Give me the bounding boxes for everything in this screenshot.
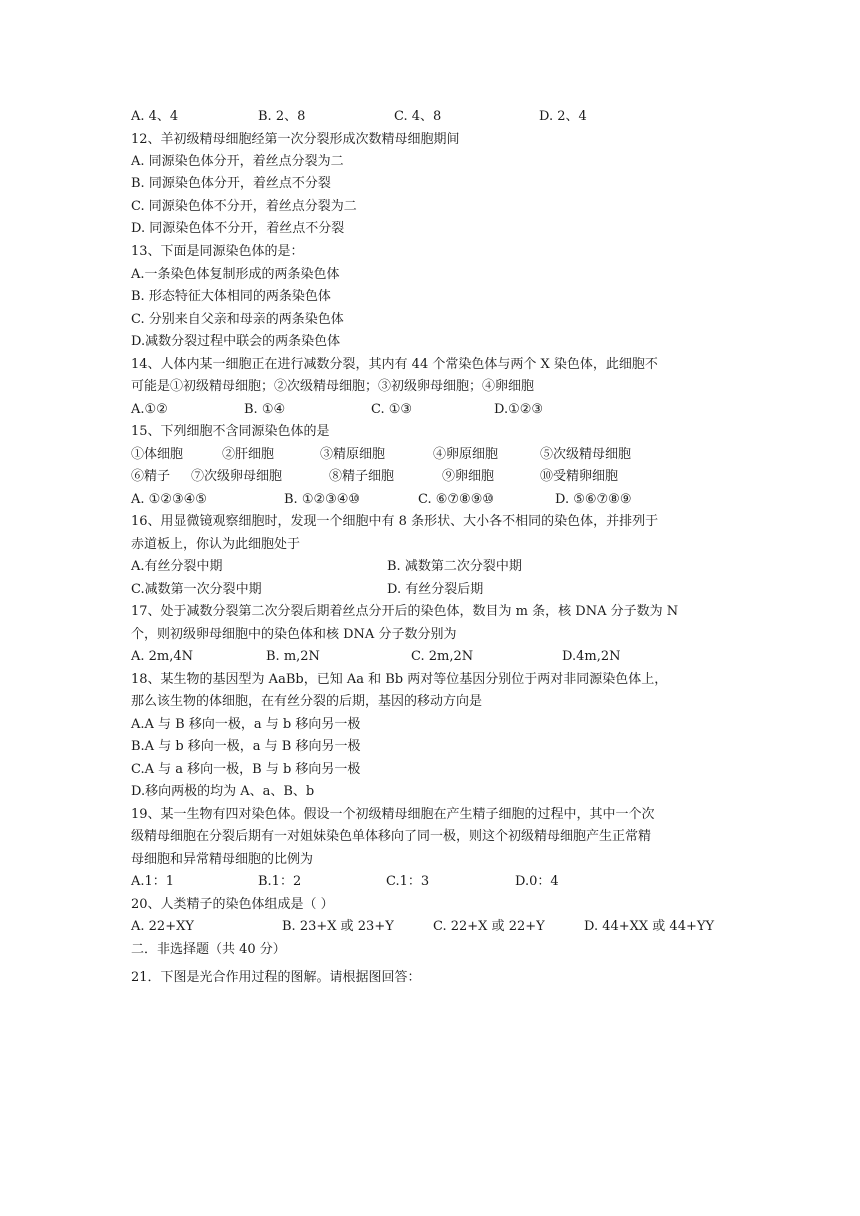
q15-item-1: ①体细胞 [131, 447, 184, 462]
q20-option-b: B. 23+X 或 23+Y [282, 919, 394, 934]
q20-option-c: C. 22+X 或 22+Y [433, 919, 545, 934]
q19-option-a: A.1：1 [131, 874, 175, 889]
q16-stem-line2: 赤道板上，你认为此细胞处于 [131, 537, 301, 552]
q15-item-2: ②肝细胞 [222, 447, 275, 462]
q13-option-b: B. 形态特征大体相同的两条染色体 [131, 289, 331, 304]
q17-option-b: B. m,2N [266, 649, 320, 664]
q12-option-d: D. 同源染色体不分开，着丝点不分裂 [131, 221, 345, 236]
q15-option-d: D. ⑤⑥⑦⑧⑨ [555, 492, 632, 507]
q15-stem: 15、下列细胞不含同源染色体的是 [131, 424, 330, 439]
q13-option-d: D.减数分裂过程中联会的两条染色体 [131, 334, 341, 349]
q18-stem-line1: 18、某生物的基因型为 AaBb，已知 Aa 和 Bb 两对等位基因分别位于两对非同源染色体上， [131, 672, 668, 687]
q20-stem: 20、人类精子的染色体组成是（ ） [131, 897, 334, 912]
q17-option-d: D.4m,2N [562, 649, 621, 664]
q15-option-a: A. ①②③④⑤ [131, 492, 207, 507]
q16-option-a: A.有丝分裂中期 [131, 559, 223, 574]
q15-option-c: C. ⑥⑦⑧⑨⑩ [418, 492, 495, 507]
q13-stem: 13、下面是同源染色体的是： [131, 244, 304, 259]
q18-option-a: A.A 与 B 移向一极，a 与 b 移向另一极 [131, 717, 361, 732]
q15-item-9: ⑨卵细胞 [442, 469, 495, 484]
q11-option-d: D. 2、4 [539, 109, 587, 124]
q18-option-b: B.A 与 b 移向一极，a 与 B 移向另一极 [131, 739, 361, 754]
q17-option-a: A. 2m,4N [131, 649, 194, 664]
q16-option-c: C.减数第一次分裂中期 [131, 582, 262, 597]
q12-option-a: A. 同源染色体分开，着丝点分裂为二 [131, 154, 344, 169]
q17-stem-line1: 17、处于减数分裂第二次分裂后期着丝点分开后的染色体，数目为 m 条，核 DNA 分子数为 N [131, 604, 679, 619]
q21-stem: 21．下图是光合作用过程的图解。请根据图回答： [131, 970, 421, 985]
q19-stem-line2: 级精母细胞在分裂后期有一对姐妹染色单体移向了同一极，则这个初级精母细胞产生正常精 [131, 829, 652, 844]
q15-item-6: ⑥精子 [131, 469, 171, 484]
q20-option-a: A. 22+XY [131, 919, 194, 934]
q15-item-10: ⑩受精卵细胞 [540, 469, 619, 484]
q12-option-c: C. 同源染色体不分开，着丝点分裂为二 [131, 199, 357, 214]
q17-stem-line2: 个，则初级卵母细胞中的染色体和核 DNA 分子数分别为 [131, 627, 457, 642]
q12-stem: 12、羊初级精母细胞经第一次分裂形成次数精母细胞期间 [131, 132, 460, 147]
q14-option-b: B. ①④ [244, 402, 286, 417]
q19-stem-line3: 母细胞和异常精母细胞的比例为 [131, 852, 314, 867]
q19-option-b: B.1：2 [258, 874, 302, 889]
q15-item-4: ④卵原细胞 [433, 447, 499, 462]
q16-option-d: D. 有丝分裂后期 [387, 582, 484, 597]
q11-option-b: B. 2、8 [258, 109, 306, 124]
q16-stem-line1: 16、用显微镜观察细胞时，发现一个细胞中有 8 条形状、大小各不相同的染色体，并排列于 [131, 514, 659, 529]
q15-item-8: ⑧精子细胞 [329, 469, 395, 484]
q14-stem-line1: 14、人体内某一细胞正在进行减数分裂，其内有 44 个常染色体与两个 X 染色体，此细胞不 [131, 357, 658, 372]
q11-option-c: C. 4、8 [394, 109, 442, 124]
q15-item-3: ③精原细胞 [320, 447, 386, 462]
q14-option-a: A.①② [131, 402, 168, 417]
q19-stem-line1: 19、某一生物有四对染色体。假设一个初级精母细胞在产生精子细胞的过程中，其中一个次 [131, 807, 655, 822]
q14-option-c: C. ①③ [371, 402, 413, 417]
q17-option-c: C. 2m,2N [411, 649, 474, 664]
q15-item-7: ⑦次级卵母细胞 [191, 469, 283, 484]
q18-stem-line2: 那么该生物的体细胞，在有丝分裂的后期，基因的移动方向是 [131, 694, 483, 709]
q14-option-d: D.①②③ [494, 402, 544, 417]
q15-item-5: ⑤次级精母细胞 [540, 447, 632, 462]
q15-option-b: B. ①②③④⑩ [284, 492, 361, 507]
q16-option-b: B. 减数第二次分裂中期 [387, 559, 522, 574]
q18-option-d: D.移向两极的均为 A、a、B、b [131, 784, 315, 799]
q20-option-d: D. 44+XX 或 44+YY [584, 919, 715, 934]
q11-option-a: A. 4、4 [131, 109, 179, 124]
q19-option-c: C.1：3 [386, 874, 430, 889]
q14-stem-line2: 可能是①初级精母细胞；②次级精母细胞；③初级卵母细胞；④卵细胞 [131, 379, 535, 394]
q13-option-c: C. 分别来自父亲和母亲的两条染色体 [131, 312, 344, 327]
q19-option-d: D.0：4 [515, 874, 559, 889]
q18-option-c: C.A 与 a 移向一极，B 与 b 移向另一极 [131, 762, 361, 777]
q13-option-a: A.一条染色体复制形成的两条染色体 [131, 267, 340, 282]
q12-option-b: B. 同源染色体分开，着丝点不分裂 [131, 176, 331, 191]
section-2-title: 二．非选择题（共 40 分） [131, 942, 286, 957]
